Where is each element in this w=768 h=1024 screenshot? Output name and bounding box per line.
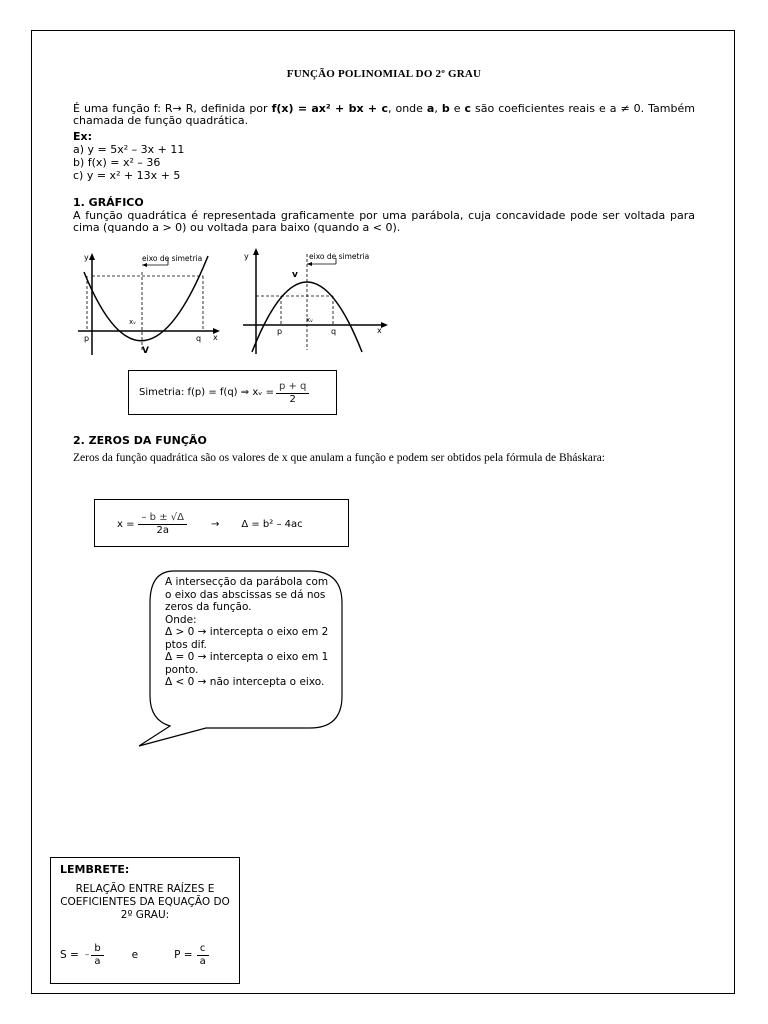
reminder-label: LEMBRETE: (60, 863, 130, 876)
y-label: y (84, 253, 89, 262)
symmetry-numerator: p + q (276, 381, 309, 394)
bubble-line-3: Δ > 0 → intercepta o eixo em 2 ptos dif. (165, 626, 329, 651)
vertex-label: v (292, 270, 298, 280)
coef-b: b (441, 102, 450, 115)
p-label: p (84, 334, 90, 343)
reminder-and: e (131, 949, 139, 961)
example-b: b) f(x) = x² – 36 (73, 156, 161, 169)
bhaskara-lhs: x = (117, 518, 135, 530)
page-title: FUNÇÃO POLINOMIAL DO 2º GRAU (286, 68, 482, 80)
y-axis-arrow (253, 248, 259, 255)
speech-bubble-text (165, 576, 337, 689)
q-label: q (196, 334, 202, 343)
label-arrow (307, 262, 312, 266)
coef-c: c (464, 102, 472, 115)
xv-label: xᵥ (306, 316, 314, 324)
bhaskara-numerator: – b ± √Δ (138, 512, 186, 525)
y-label: y (244, 252, 249, 261)
section2-heading: 2. ZEROS DA FUNÇÃO (73, 434, 207, 447)
symmetry-denominator: 2 (289, 393, 296, 405)
intro-and: e (453, 102, 461, 115)
y-axis-arrow (89, 253, 95, 260)
symmetry-fraction (276, 381, 309, 406)
x-axis-arrow (381, 322, 388, 328)
sum-denominator: a (94, 955, 101, 967)
section2-text: Zeros da função quadrática são os valores de x que anulam a função e podem ser obtidos pela fórmula de Bháskara: (73, 452, 605, 464)
intro-text-b: , onde (387, 102, 423, 115)
examples-label: Ex: (73, 130, 93, 143)
reminder-box (50, 857, 240, 984)
bhaskara-fraction (138, 512, 186, 537)
parabola-up (84, 256, 208, 341)
example-c: c) y = x² + 13x + 5 (73, 169, 181, 182)
bhaskara-box (94, 499, 349, 547)
bhaskara-denominator: 2a (156, 524, 169, 536)
product-numerator: c (197, 943, 209, 956)
product-denominator: a (199, 955, 206, 967)
example-a: a) y = 5x² – 3x + 11 (73, 143, 185, 156)
intro-text-c: são coeficientes reais e a ≠ 0. Também chamada de função quadrática. (73, 102, 695, 127)
symmetry-box (128, 370, 337, 415)
product-fraction (197, 943, 209, 968)
intro-text-a: É uma função f: R→ R, definida por (73, 102, 268, 115)
graph-concave-up (72, 252, 222, 357)
eixo-label: eixo de simetria (142, 254, 203, 263)
intro-comma: , (434, 102, 438, 115)
bhaskara-arrow: → (210, 518, 220, 530)
label-arrow (142, 263, 147, 267)
intro-paragraph (73, 103, 695, 127)
bhaskara-formula (117, 508, 303, 540)
symmetry-formula (139, 379, 311, 407)
coef-a: a (426, 102, 435, 115)
sum-sign: – (84, 950, 90, 960)
sum-label: S = (60, 949, 79, 961)
delta-formula: Δ = b² – 4ac (241, 518, 303, 530)
bubble-line-4: Δ = 0 → intercepta o eixo em 1 ponto. (165, 651, 329, 676)
intro-formula: f(x) = ax² + bx + c (271, 102, 388, 115)
section1-heading: 1. GRÁFICO (73, 196, 144, 209)
x-label: x (213, 333, 218, 342)
x-label: x (377, 326, 382, 335)
reminder-text: RELAÇÃO ENTRE RAÍZES E COEFICIENTES DA EQUAÇÃO DO 2º GRAU: (60, 883, 230, 921)
bubble-line-2: Onde: (165, 613, 197, 626)
section1-text: A função quadrática é representada graficamente por uma parábola, cuja concavidade pode ser voltada para cima (quando a > 0) ou voltada para baixo (quando a < 0). (73, 209, 695, 234)
xv-label: xᵥ (129, 318, 137, 326)
p-label: p (277, 327, 283, 336)
vertex-label: V (142, 346, 149, 356)
bubble-line-5: Δ < 0 → não intercepta o eixo. (165, 676, 325, 688)
eixo-label: eixo de simetria (309, 252, 370, 261)
symmetry-text: Simetria: f(p) = f(q) ⇒ xᵥ = (139, 387, 274, 398)
bubble-line-1: A intersecção da parábola com o eixo das abscissas se dá nos zeros da função. (165, 576, 329, 613)
graph-concave-down (240, 246, 392, 358)
reminder-formulas (60, 938, 211, 972)
sum-fraction (91, 943, 103, 968)
sum-numerator: b (91, 943, 103, 956)
product-label: P = (174, 949, 193, 961)
q-label: q (331, 327, 337, 336)
